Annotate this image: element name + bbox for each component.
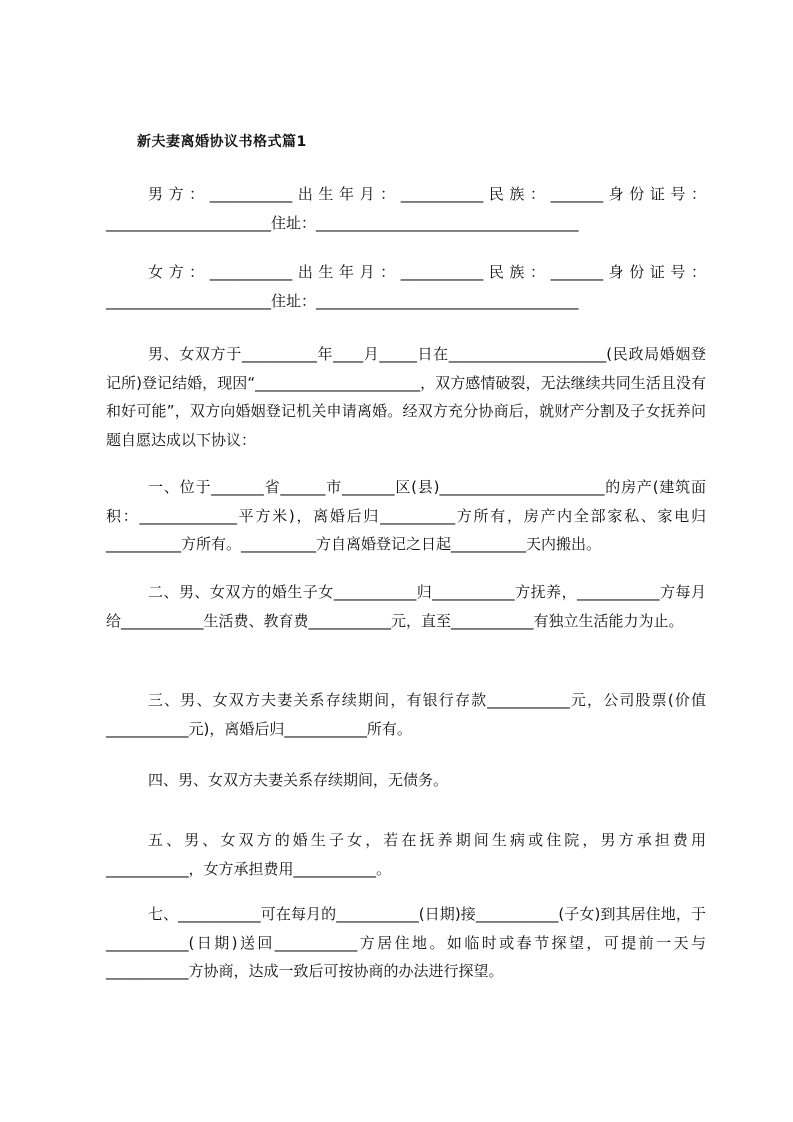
male-party-info: 男方：___________出生年月：___________民族：_______身份证号：______________________住址：___________________________________ xyxy=(106,185,706,232)
intro-paragraph: 男、女双方于__________年____月_____日在_____________________(民政局婚姻登记所)登记结婚，现因“______________________，双方感情破裂，无法继续共同生活且没有和好可能”，双方向婚姻登记机关申请离婚。经双方充分协商后，就财产分割及子女抚养问题自愿达成以下协议： xyxy=(106,345,706,449)
clause-child-custody: 二、男、女双方的婚生子女___________归___________方抚养，___________方每月给___________生活费、教育费___________元，直至___________有独立生活能力为止。 xyxy=(106,583,706,630)
document-title: 新夫妻离婚协议书格式篇1 xyxy=(137,134,307,150)
clause-savings: 三、男、女双方夫妻关系存续期间，有银行存款___________元，公司股票(价值___________元)，离婚后归___________所有。 xyxy=(106,691,706,738)
clause-debts: 四、男、女双方夫妻关系存续期间，无债务。 xyxy=(148,771,449,789)
clause-visitation: 七、___________可在每月的___________(日期)接___________(子女)到其居住地，于___________(日期)送回___________方居住地。如临时或春节探望，可提前一天与___________方协商，达成一致后可按协商的办法进行探望。 xyxy=(106,905,706,980)
clause-property: 一、位于_______省______市_______区(县)______________________的房产(建筑面积：_____________平方米)，离婚后归__________方所有，房产内全部家私、家电归__________方所有。__________方自离婚登记之日起__________天内搬出。 xyxy=(106,478,706,553)
female-party-info: 女方：___________出生年月：___________民族：_______身份证号：______________________住址：___________________________________ xyxy=(106,263,706,310)
clause-medical-costs: 五、男、女双方的婚生子女，若在抚养期间生病或住院，男方承担费用___________，女方承担费用___________。 xyxy=(106,831,706,878)
